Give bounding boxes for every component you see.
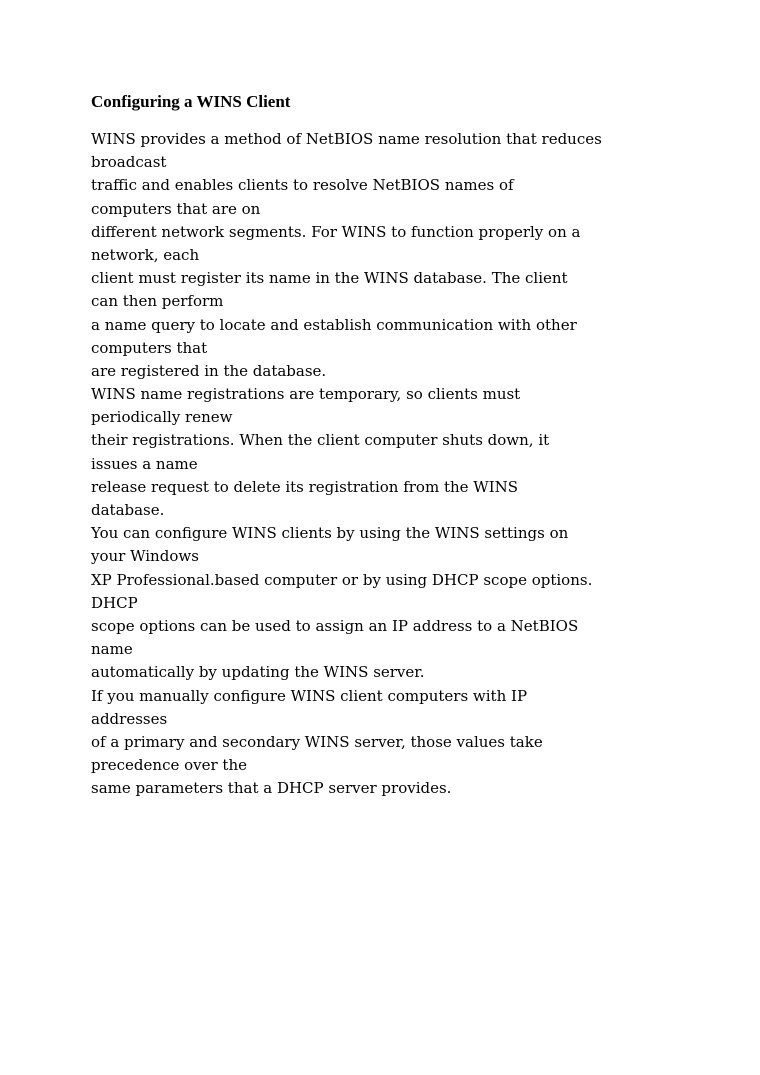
body-line: are registered in the database. [91, 361, 327, 380]
body-line: addresses [91, 709, 168, 728]
body-line: name [91, 640, 133, 659]
document-title: Configuring a WINS Client [91, 92, 291, 111]
body-line: broadcast [91, 153, 167, 172]
document-body [91, 128, 731, 800]
body-line: different network segments. For WINS to function properly on a [91, 222, 581, 241]
body-line: a name query to locate and establish communication with other [91, 315, 577, 334]
body-line: can then perform [91, 292, 224, 311]
body-line: If you manually configure WINS client computers with IP [91, 686, 528, 705]
body-line: automatically by updating the WINS server. [91, 663, 425, 682]
body-line: same parameters that a DHCP server provides. [91, 779, 452, 798]
body-line: WINS name registrations are temporary, so clients must [91, 385, 521, 404]
body-line: scope options can be used to assign an IP address to a NetBIOS [91, 616, 579, 635]
body-line: of a primary and secondary WINS server, those values take [91, 732, 543, 751]
body-line: database. [91, 501, 165, 519]
body-line: precedence over the [91, 756, 247, 775]
body-line: traffic and enables clients to resolve NetBIOS names of [91, 176, 514, 195]
body-line: XP Professional.based computer or by using DHCP scope options. [91, 570, 593, 589]
body-line: periodically renew [91, 408, 233, 427]
body-line: WINS provides a method of NetBIOS name resolution that reduces [91, 130, 602, 148]
body-line: their registrations. When the client computer shuts down, it [91, 431, 550, 450]
body-line: your Windows [91, 547, 199, 566]
body-line: computers that [91, 338, 208, 357]
body-line: You can configure WINS clients by using the WINS settings on [91, 524, 569, 543]
body-line: issues a name [91, 454, 198, 473]
body-line: computers that are on [91, 199, 261, 218]
body-line: DHCP [91, 593, 138, 612]
body-line: release request to delete its registration from the WINS [91, 477, 519, 496]
body-line: client must register its name in the WINS database. The client [91, 269, 568, 288]
body-line: network, each [91, 245, 200, 264]
